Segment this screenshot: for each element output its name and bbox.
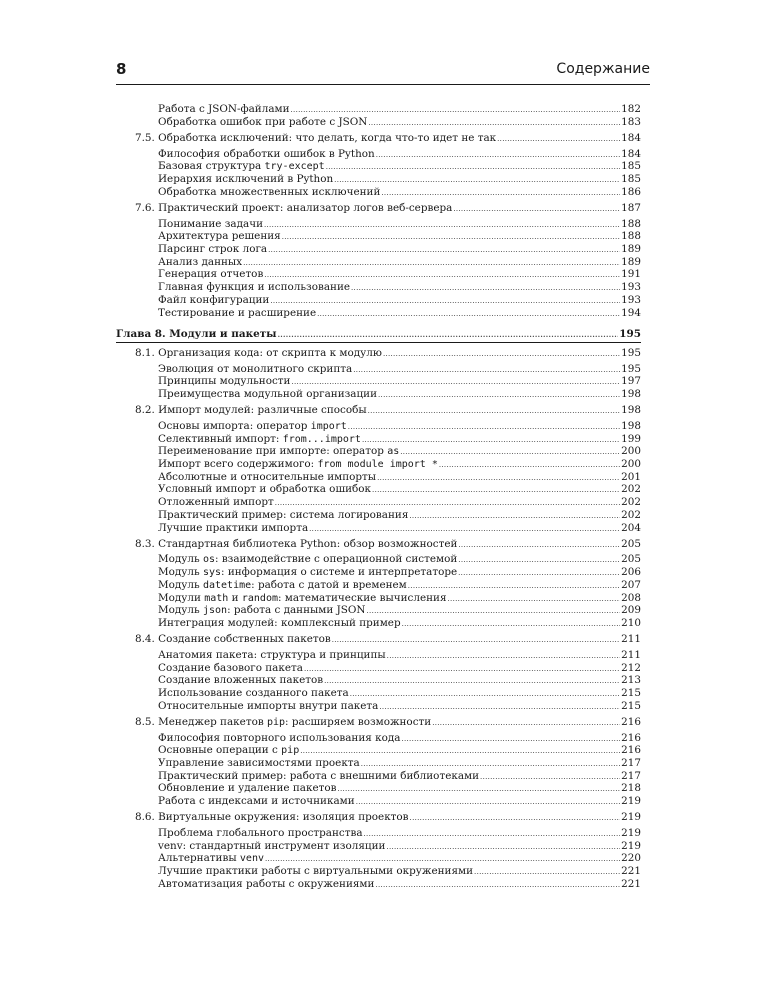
toc-dot-leader [410,812,621,825]
toc-entry-title [158,173,333,186]
toc-dot-leader [368,405,621,418]
toc-text-fragment: Создание базового пакета [158,661,303,674]
toc-entry-title [158,795,355,808]
toc-page-number: 200 [621,458,641,470]
toc-text-fragment: venv: стандартный инструмент изоляции [158,839,386,852]
toc-entry-title [158,116,367,129]
toc-page-number: 208 [621,591,641,604]
toc-text-fragment: Управление зависимостями проекта [158,756,360,769]
toc-text-fragment: Эволюция от монолитного скрипта [158,362,353,375]
toc-subsection-entry[interactable] [158,604,641,617]
toc-text-fragment: Практический пример: система логирования [158,508,409,521]
toc-dot-leader [383,348,620,361]
toc-entry-title [158,218,263,231]
toc-page-number: 189 [621,255,641,268]
toc-entry-title [158,840,385,853]
toc-subsection-entry[interactable] [158,483,641,496]
toc-subsection-entry[interactable] [158,103,641,116]
toc-page-number: 210 [621,616,641,629]
toc-subsection-entry[interactable] [158,281,641,294]
toc-page-number: 194 [621,306,641,319]
toc-page-number: 217 [621,756,641,769]
toc-subsection-entry[interactable] [158,160,641,173]
toc-entry-title [158,674,323,687]
toc-entry-title [158,662,303,675]
toc-page-number: 221 [621,865,641,877]
toc-subsection-entry[interactable] [158,757,641,770]
toc-text-fragment: Анатомия пакета: структура и принципы [158,648,386,661]
toc-entry-title [158,522,308,535]
toc-subsection-entry[interactable] [158,566,641,579]
toc-page-number: 209 [621,604,641,617]
toc-entry-title [135,811,409,824]
toc-entry-title [158,363,352,376]
toc-subsection-entry[interactable] [158,243,641,256]
toc-text-fragment: Интеграция модулей: комплексный пример [158,616,401,629]
toc-page-number: 217 [621,769,641,782]
toc-page-number: 185 [621,173,641,185]
toc-subsection-entry[interactable] [158,363,641,376]
toc-subsection-entry[interactable] [158,649,641,662]
toc-text-fragment: Главная функция и использование [158,281,351,294]
toc-page-number: 182 [621,103,641,115]
toc-text-fragment: Работа с индексами и источниками [158,795,355,807]
toc-page-number: 202 [621,496,641,509]
toc-subsection-entry[interactable] [158,471,641,484]
toc-subsection-entry[interactable] [158,852,641,865]
toc-entry-title [158,687,349,700]
toc-entry-title [135,347,382,360]
toc-subsection-entry[interactable] [158,840,641,853]
toc-subsection-entry[interactable] [158,662,641,675]
toc-page-number: 204 [621,521,641,534]
toc-subsection-entry[interactable] [158,770,641,783]
toc-entry-title [158,649,386,662]
toc-text-fragment: : информация о системе и интерпретаторе [221,566,458,579]
toc-entry-title [158,294,269,307]
toc-entry-title [158,757,360,770]
toc-section-entry[interactable] [135,202,641,215]
toc-page-number: 216 [621,715,641,728]
toc-text-fragment: 7.5. Обработка исключений: что делать, когда что-то идет не так [135,131,497,144]
toc-entry-title [158,388,377,401]
toc-page-number: 183 [621,115,641,128]
toc-page-number: 212 [621,661,641,674]
toc-code-fragment: os [202,554,216,566]
toc-entry-title [158,230,281,243]
toc-code-fragment: sys [202,567,222,579]
toc-page-number: 205 [621,537,641,550]
toc-subsection-entry[interactable] [158,433,641,446]
toc-entry-title [158,433,361,446]
toc-dot-leader [368,117,620,130]
toc-subsection-entry[interactable] [158,268,641,281]
toc-subsection-entry[interactable] [158,218,641,231]
toc-subsection-entry[interactable] [158,617,641,630]
toc-text-fragment: Преимущества модульной организации [158,388,378,400]
toc-page-number: 215 [621,699,641,712]
toc-entry-title [158,496,274,509]
toc-text-fragment: Модуль [158,578,203,591]
toc-text-fragment: Модуль [158,553,203,566]
toc-entry-title [158,592,447,605]
toc-subsection-entry[interactable] [158,116,641,129]
toc-dot-leader [381,187,620,200]
toc-text-fragment: Отложенный импорт [158,496,274,509]
toc-page-number: 216 [621,731,641,744]
toc-page-number: 197 [621,375,641,388]
toc-text-fragment: Абсолютные и относительные импорты [158,470,377,483]
toc-subsection-entry[interactable] [158,496,641,509]
toc-entry-title [158,509,408,522]
toc-subsection-entry[interactable] [158,795,641,808]
toc-page-number: 199 [621,432,641,445]
toc-subsection-entry[interactable] [158,827,641,840]
toc-code-fragment: datetime [202,579,252,591]
toc-text-fragment: Принципы модульности [158,375,291,388]
toc-subsection-entry[interactable] [158,148,641,161]
toc-code-fragment: import [310,420,347,432]
toc-subsection-entry[interactable] [158,375,641,388]
toc-dot-leader [458,539,620,552]
toc-text-fragment: Импорт всего содержимого: [158,458,318,470]
toc-text-fragment: Модуль [158,566,203,579]
toc-entry-title [135,202,452,215]
toc-text-fragment: Базовая структура [158,160,265,173]
toc-entry-title [158,281,350,294]
toc-section-entry[interactable] [135,347,641,360]
toc-section-entry[interactable] [135,633,641,646]
toc-entry-title [135,538,457,551]
toc-text-fragment: Анализ данных [158,255,243,268]
toc-subsection-entry[interactable] [158,522,641,535]
toc-code-fragment: try-except [264,161,325,173]
toc-text-fragment: : взаимодействие с операционной системой [215,553,458,566]
toc-text-fragment: Альтернативы [158,852,240,865]
toc-subsection-entry[interactable] [158,173,641,186]
toc-section-entry[interactable] [135,811,641,824]
toc-text-fragment: : работа с данными JSON [227,604,366,617]
toc-code-fragment: pip [281,745,300,757]
toc-subsection-entry[interactable] [158,878,641,891]
toc-entry-title [158,186,380,199]
toc-text-fragment: Лучшие практики импорта [158,521,309,534]
toc-subsection-entry[interactable] [158,592,641,605]
toc-subsection-entry[interactable] [158,256,641,269]
toc-text-fragment: и [228,591,242,604]
toc-text-fragment: : работа с датой и временем [251,578,407,591]
toc-entry-title [158,744,299,757]
toc-page-number: 184 [621,131,641,144]
toc-text-fragment: 8.3. Стандартная библиотека Python: обзор возможностей [135,537,458,550]
toc-text-fragment: Проблема глобального пространства [158,826,363,839]
toc-text-fragment: Практический пример: работа с внешними библиотеками [158,769,480,782]
toc-page-number: 221 [621,877,641,890]
toc-text-fragment: Использование созданного пакета [158,686,349,699]
toc-entry-title [158,782,336,795]
toc-page-number: 193 [621,293,641,306]
toc-code-fragment: json [202,605,228,617]
toc-text-fragment: Относительные импорты внутри пакета [158,699,379,712]
toc-entry-title [135,633,331,646]
toc-dot-leader [309,523,620,536]
toc-page-number: 216 [621,744,641,757]
toc-dot-leader [278,328,619,341]
toc-dot-leader [378,389,620,402]
toc-text-fragment: Обработка множественных исключений [158,185,381,198]
toc-dot-leader [356,796,620,809]
toc-entry-title [158,566,457,579]
toc-page-number: 201 [621,470,641,483]
toc-subsection-entry[interactable] [158,388,641,401]
toc-code-fragment: from module import * [317,459,438,470]
toc-subsection-entry[interactable] [158,294,641,307]
chapter-rule [116,342,641,343]
toc-entry-title [158,471,376,484]
toc-subsection-entry[interactable] [158,458,641,471]
toc-text-fragment: Модуль [158,604,203,617]
toc-subsection-entry[interactable] [158,445,641,458]
toc-text-fragment: Селективный импорт: [158,432,283,445]
toc-page-number: 206 [621,566,641,579]
toc-page-number: 207 [621,578,641,591]
toc-entry-title [158,375,290,388]
toc-subsection-entry[interactable] [158,420,641,433]
toc-text-fragment: 7.6. Практический проект: анализатор логов веб-сервера [135,201,453,214]
toc-subsection-entry[interactable] [158,674,641,687]
toc-text-fragment: Переименование при импорте: оператор [158,445,388,458]
toc-page-number: 185 [621,160,641,173]
toc-text-fragment: Понимание задачи [158,217,263,230]
toc-text-fragment: 8.4. Создание собственных пакетов [135,633,331,646]
toc-entry-title [158,770,479,783]
toc-subsection-entry[interactable] [158,186,641,199]
toc-text-fragment: Обработка ошибок при работе с JSON [158,115,368,128]
toc-section-entry[interactable] [135,404,641,417]
toc-section-entry[interactable] [135,716,641,729]
toc-text-fragment: Тестирование и расширение [158,306,317,319]
toc-entry-title [158,307,316,320]
toc-code-fragment: as [387,446,400,458]
toc-entry-title [158,878,374,891]
toc-text-fragment: Философия обработки ошибок в Python [158,147,375,160]
toc-entry-title [158,103,290,116]
toc-page-number: 195 [619,328,641,341]
toc-entry-title [158,243,267,256]
toc-page-number: 188 [621,230,641,243]
toc-page-number: 188 [621,217,641,230]
toc-entry-title [158,256,242,269]
toc-dot-leader [432,717,620,730]
toc-page-number: 219 [621,826,641,839]
toc-entry-title [158,617,401,630]
toc-subsection-entry[interactable] [158,307,641,320]
toc-dot-leader [402,618,621,631]
toc-page-number: 218 [621,782,641,795]
toc-page-number: 191 [621,268,641,281]
toc-page-number: 211 [621,648,641,661]
toc-subsection-entry[interactable] [158,700,641,713]
toc-section-entry[interactable] [135,132,641,145]
toc-text-fragment: Философия повторного использования кода [158,731,401,744]
toc-page-number: 198 [621,404,641,417]
toc-entry-title [158,865,473,878]
toc-text-fragment: 8.1. Организация кода: от скрипта к модулю [135,346,382,359]
toc-code-fragment: venv [239,853,264,865]
toc-text-fragment: 8.6. Виртуальные окружения: изоляция проектов [135,811,409,824]
toc-text-fragment: : математические вычисления [278,591,447,604]
toc-subsection-entry[interactable] [158,553,641,566]
toc-dot-leader [332,634,620,647]
toc-entry-title [116,328,277,341]
toc-text-fragment: Работа с JSON-файлами [158,103,290,115]
toc-code-fragment: pip [266,716,286,728]
toc-text-fragment: Парсинг строк лога [158,243,268,255]
toc-entry-title [158,553,457,566]
toc-text-fragment: Модули [158,591,205,604]
toc-text-fragment: Лучшие практики работы с виртуальными окружениями [158,865,474,877]
toc-page-number: 184 [621,147,641,160]
toc-page-number: 186 [621,185,641,198]
toc-entry-title [158,148,375,161]
toc-text-fragment: Генерация отчетов [158,268,264,281]
toc-subsection-entry[interactable] [158,744,641,757]
toc-code-fragment: math [204,592,229,604]
toc-page-number: 219 [621,795,641,807]
toc-page-number: 187 [621,201,641,214]
toc-dot-leader [379,701,620,714]
toc-entry-title [158,852,264,865]
toc-text-fragment: Обновление и удаление пакетов [158,782,337,795]
toc-subsection-entry[interactable] [158,509,641,522]
toc-page-number: 198 [621,388,641,400]
toc-entry-title [158,732,400,745]
toc-subsection-entry[interactable] [158,782,641,795]
toc-page-number: 205 [621,553,641,566]
toc-entry-title [158,700,378,713]
toc-text-fragment: Архитектура решения [158,230,281,243]
toc-page-number: 198 [621,419,641,432]
toc-dot-leader [375,879,620,892]
toc-entry-title [158,445,399,458]
toc-text-fragment: Основы импорта: оператор [158,419,311,432]
toc-text-fragment: Автоматизация работы с окружениями [158,877,375,890]
toc-chapter-entry[interactable] [116,328,641,341]
toc-text-fragment: 8.5. Менеджер пакетов [135,715,267,728]
toc-entry-title [158,604,366,617]
toc-subsection-entry[interactable] [158,687,641,700]
toc-text-fragment: Иерархия исключений в Python [158,173,334,185]
toc-page-number: 219 [621,839,641,852]
toc-entry-title [158,827,363,840]
toc-code-fragment: from...import [282,433,361,445]
toc-text-fragment: Файл конфигурации [158,293,270,306]
toc-subsection-entry[interactable] [158,732,641,745]
toc-entry-title [158,420,347,433]
toc-entry-title [158,458,438,471]
toc-entry-title [158,483,371,496]
toc-entry-title [135,132,496,145]
page-number: 8 [116,60,127,78]
toc-subsection-entry[interactable] [158,865,641,878]
toc-subsection-entry[interactable] [158,579,641,592]
toc-code-fragment: random [241,592,278,604]
toc-page-number: 202 [621,508,641,521]
toc-text-fragment: 8.2. Импорт модулей: различные способы [135,404,367,417]
toc-text-fragment: Глава 8. Модули и пакеты [116,328,277,341]
toc-entry-title [158,268,263,281]
toc-text-fragment: Основные операции с [158,744,282,757]
toc-page-number: 200 [621,445,641,458]
toc-page-number: 211 [621,633,641,646]
toc-entry-title [135,716,431,729]
toc-dot-leader [497,133,620,146]
toc-page-number: 195 [621,362,641,375]
toc-text-fragment: Условный импорт и обработка ошибок [158,483,372,496]
toc-page-number: 215 [621,686,641,699]
toc-entry-title [158,579,407,592]
toc-entry-title [158,160,325,173]
running-head: Содержание [556,61,650,77]
toc-text-fragment: : расширяем возможности [285,715,432,728]
toc-page-number: 193 [621,281,641,294]
toc-dot-leader [317,308,620,321]
toc-page-number: 219 [621,811,641,824]
toc-subsection-entry[interactable] [158,230,641,243]
toc-page-number: 213 [621,674,641,687]
toc-section-entry[interactable] [135,538,641,551]
toc-entry-title [135,404,367,417]
toc-page-number: 202 [621,483,641,496]
toc-page-number: 189 [621,243,641,255]
toc-text-fragment: Создание вложенных пакетов [158,674,324,687]
toc-page-number: 220 [621,852,641,865]
toc-dot-leader [453,203,620,216]
toc-page-number: 195 [621,346,641,359]
